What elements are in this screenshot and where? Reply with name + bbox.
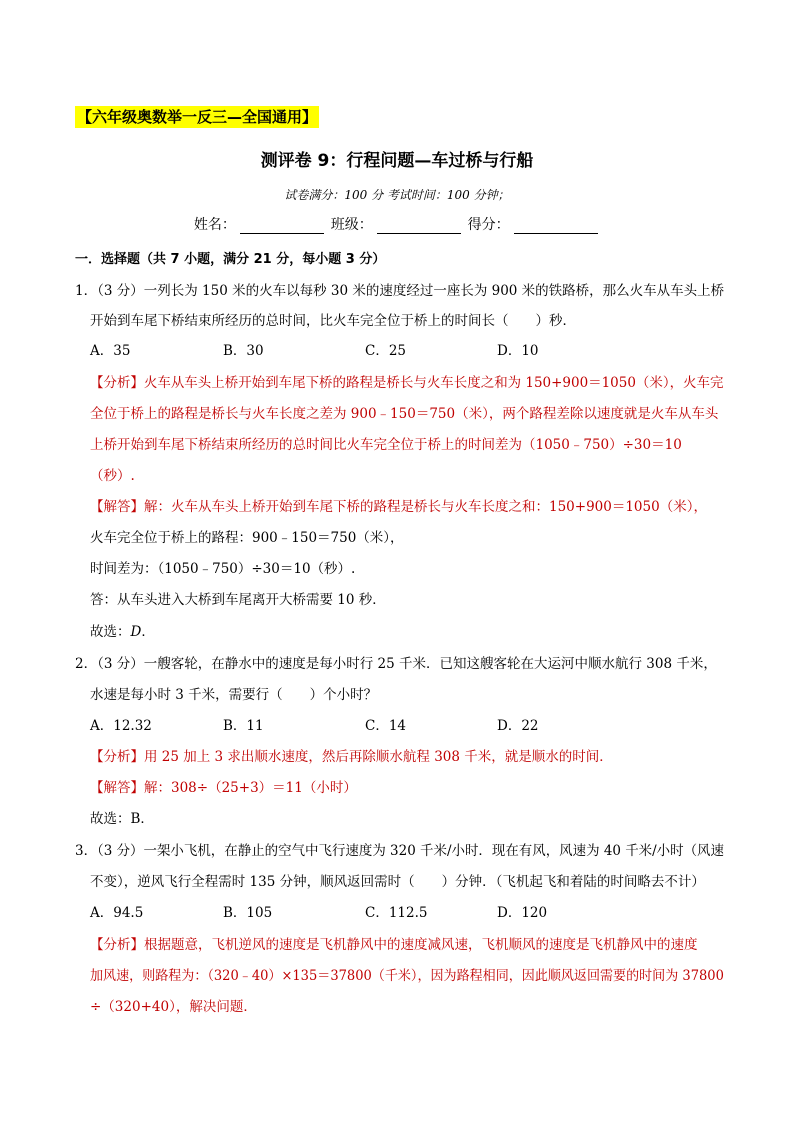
page-title: 测评卷 9：行程问题—车过桥与行船 (260, 151, 534, 171)
q1-analysis-line2: 全位于桥上的路程是桥长与火车长度之差为 900﹣150＝750（米），两个路程差除以速度就是火车从车头 (90, 406, 719, 422)
q2-option-a: A．12.32 (90, 718, 152, 734)
student-info-fields (0, 214, 794, 234)
q3-option-c: C．112.5 (365, 905, 428, 921)
q1-analysis-line1: 【分析】火车从车头上桥开始到车尾下桥的路程是桥长与火车长度之和为 150+900＝1050（米），火车完 (90, 375, 724, 391)
exam-meta: 试卷满分：100 分 考试时间：100 分钟； (284, 188, 510, 202)
q1-choice (90, 623, 155, 641)
q2-line2: 水速是每小时 3 千米，需要行（ ）个小时？ (90, 687, 378, 703)
q3-option-a: A．94.5 (90, 905, 144, 921)
q2-line1: 2．（3 分）一艘客轮，在静水中的速度是每小时行 25 千米．已知这艘客轮在大运河中顺水航行 308 千米， (75, 656, 717, 672)
name-label: 姓名： (193, 217, 236, 233)
q3-analysis-line3: ÷（320+40），解决问题． (90, 999, 257, 1015)
q2-choice: 故选：B． (90, 811, 154, 827)
q1-option-d: D．10 (497, 343, 539, 359)
q1-analysis-line4: （秒）. (90, 468, 135, 484)
score-label: 得分： (467, 217, 510, 233)
series-tag: 【六年级奥数举一反三—全国通用】 (77, 108, 318, 126)
q1-answer-line3: 时间差为：（1050﹣750）÷30＝10（秒）. (90, 561, 356, 577)
q1-option-b: B．30 (223, 343, 264, 359)
q1-option-c: C．25 (365, 343, 407, 359)
section-title: 一．选择题（共 7 小题，满分 21 分，每小题 3 分） (75, 252, 386, 267)
q2-options (90, 717, 690, 735)
q3-options (90, 904, 690, 922)
q3-line1: 3．（3 分）一架小飞机，在静止的空气中飞行速度为 320 千米/小时．现在有风，风速为 40 千米/小时（风速 (75, 843, 724, 859)
q2-option-c: C．14 (365, 718, 407, 734)
q1-answer-line4: 答：从车头进入大桥到车尾离开大桥需要 10 秒． (90, 592, 386, 608)
q1-answer-text1: 【解答】解：火车从车头上桥开始到车尾下桥的路程是桥长与火车长度之和：150+900＝1050（米）， (90, 499, 707, 515)
q1-line1: 1．（3 分）一列长为 150 米的火车以每秒 30 米的速度经过一座长为 900 米的铁路桥，那么火车从车头上桥 (75, 283, 725, 299)
q3-option-d: D．120 (497, 905, 548, 921)
q1-answer-line1 (90, 498, 707, 516)
q2-option-d: D．22 (497, 718, 539, 734)
q1-answer-line2: 火车完全位于桥上的路程：900﹣150＝750（米）， (90, 530, 404, 546)
score-blank[interactable] (514, 219, 598, 234)
q1-options (90, 342, 690, 360)
q2-answer: 【解答】解：308÷（25+3）＝11（小时） (90, 780, 357, 796)
q1-choice-suffix: ． (141, 624, 155, 640)
class-blank[interactable] (377, 219, 461, 234)
q3-analysis-line2: 加风速，则路程为：（320﹣40）×135＝37800（千米），因为路程相同，因此顺风返回需要的时间为 37800 (90, 968, 724, 984)
q1-choice-letter: D (130, 624, 142, 640)
q3-analysis-line1: 【分析】根据题意，飞机逆风的速度是飞机静风中的速度减风速，飞机顺风的速度是飞机静风中的速度 (90, 937, 698, 953)
q3-option-b: B．105 (223, 905, 273, 921)
q1-analysis-line3: 上桥开始到车尾下桥结束所经历的总时间比火车完全位于桥上的时间差为（1050﹣750）÷30＝10 (90, 437, 682, 453)
q1-choice-prefix: 故选： (90, 624, 131, 640)
q1-option-a: A．35 (90, 343, 131, 359)
q2-option-b: B．11 (223, 718, 264, 734)
class-label: 班级： (330, 217, 373, 233)
q1-line2: 开始到车尾下桥结束所经历的总时间，比火车完全位于桥上的时间长（ ）秒． (90, 313, 576, 329)
name-blank[interactable] (240, 219, 324, 234)
q3-line2: 不变），逆风飞行全程需时 135 分钟，顺风返回需时（ ）分钟．（飞机起飞和着陆的时间略去不计） (90, 874, 705, 890)
q2-analysis: 【分析】用 25 加上 3 求出顺水速度，然后再除顺水航程 308 千米，就是顺水的时间． (90, 749, 613, 765)
